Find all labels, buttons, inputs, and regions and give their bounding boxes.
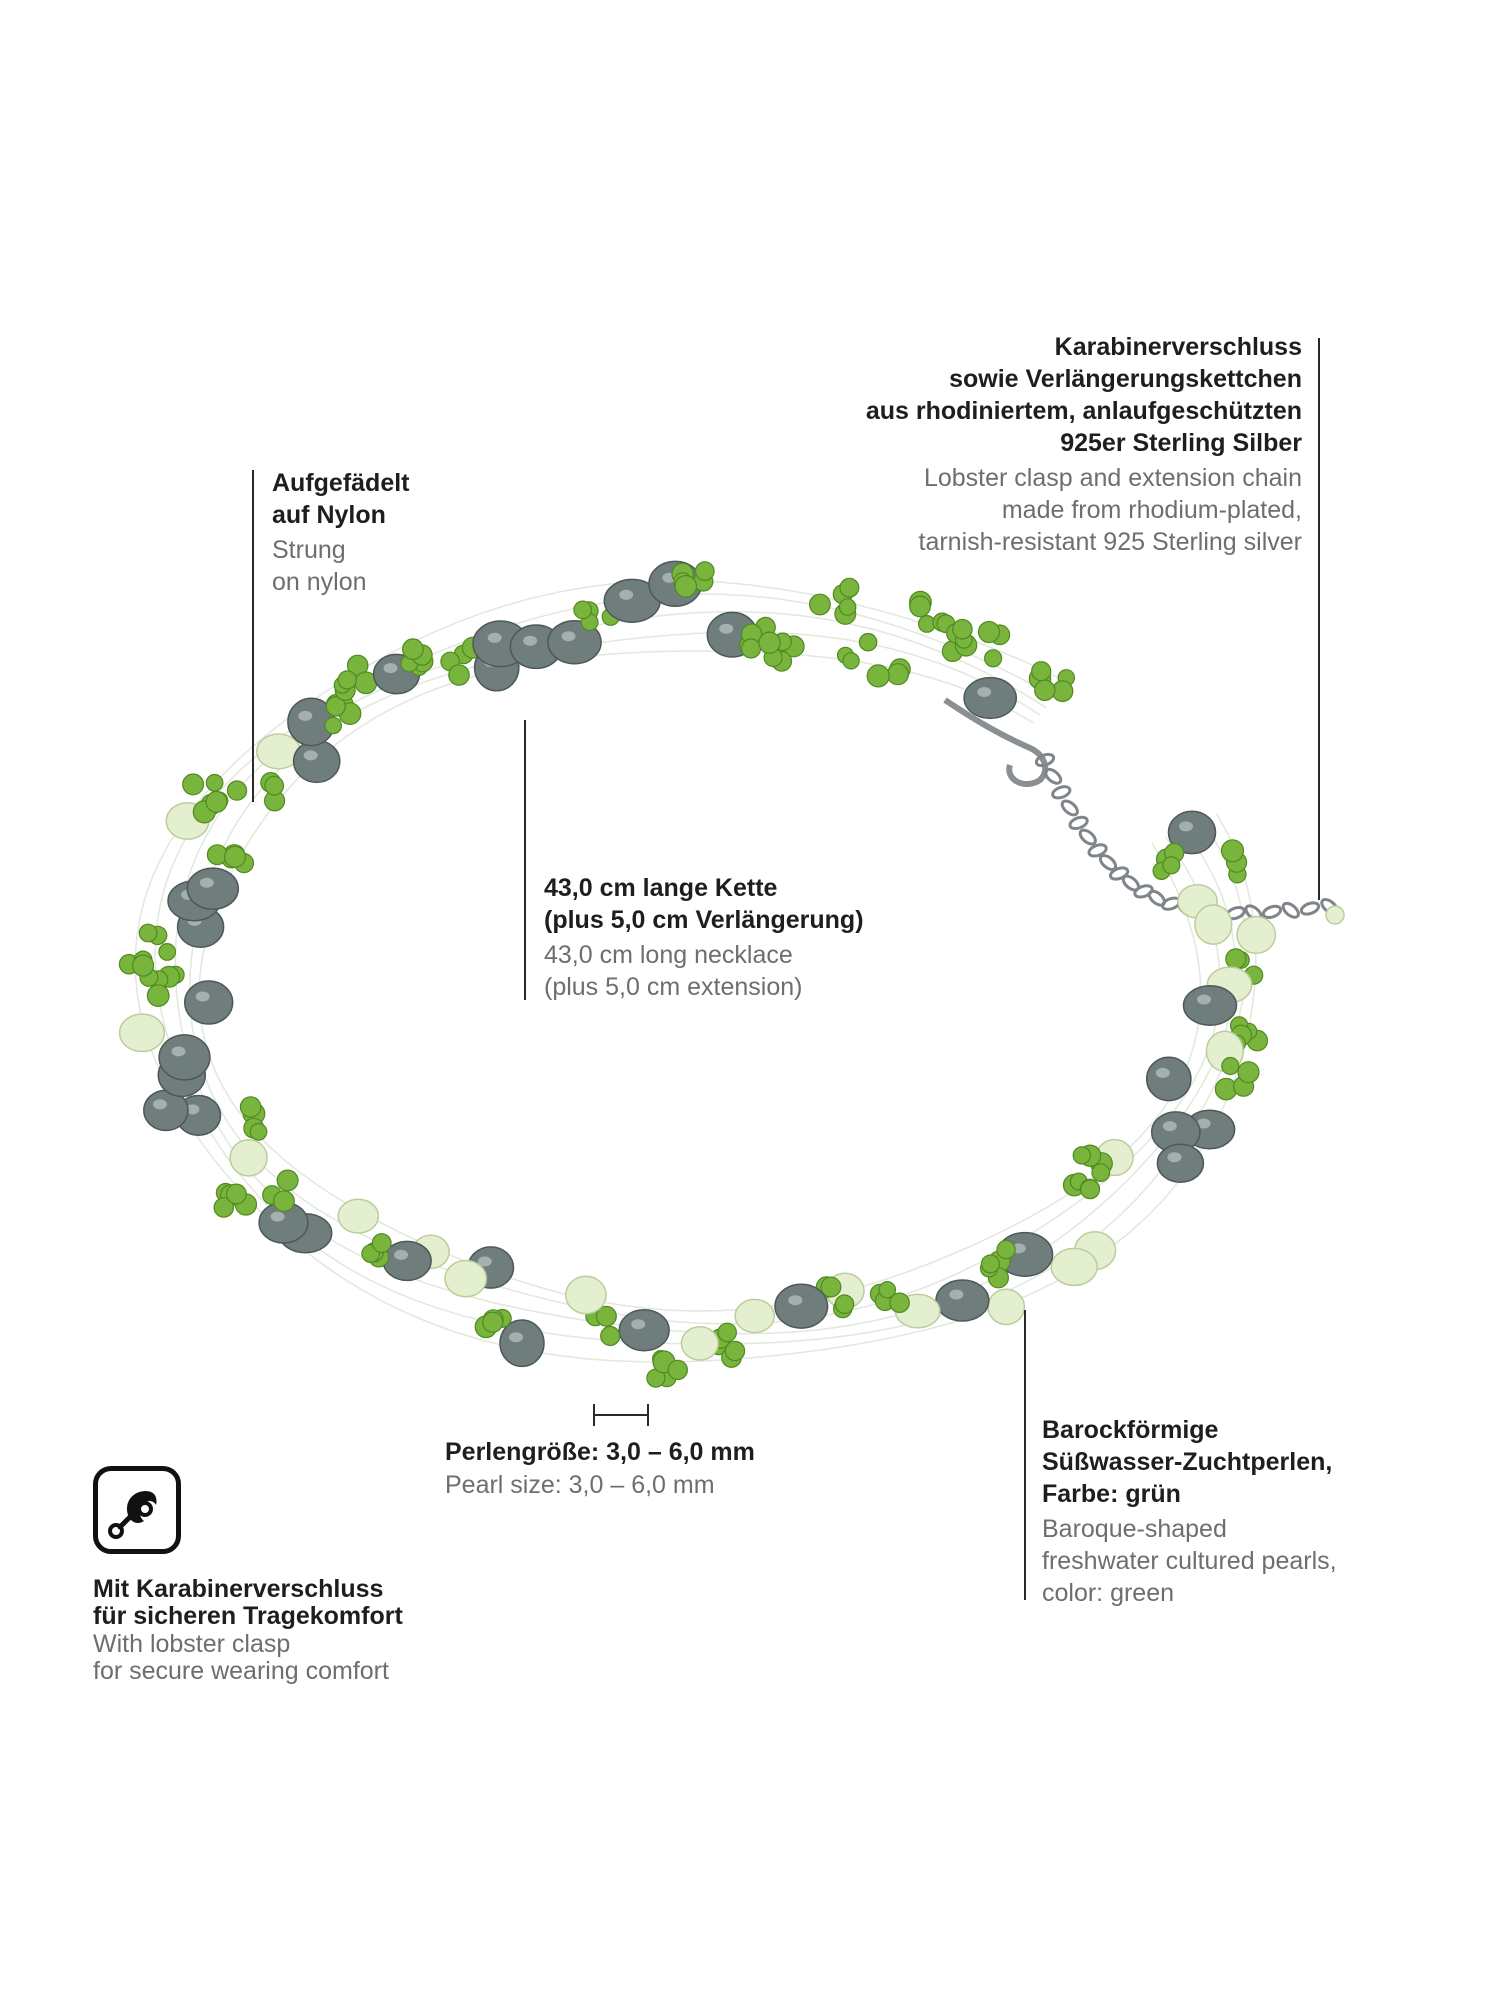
green-bead: [985, 650, 1002, 667]
green-bead: [601, 1327, 620, 1346]
pearl-highlight: [631, 1319, 645, 1329]
green-bead: [147, 985, 169, 1007]
green-bead: [910, 596, 931, 617]
green-bead: [718, 1323, 736, 1341]
pearl-highlight: [298, 711, 312, 721]
pearl-highlight: [153, 1099, 167, 1109]
green-bead: [859, 634, 876, 651]
green-bead: [840, 578, 859, 597]
green-bead: [183, 774, 204, 795]
green-bead: [835, 1295, 853, 1313]
green-bead: [240, 1097, 260, 1117]
green-bead: [810, 594, 831, 615]
green-bead: [277, 1170, 298, 1191]
dark-pearl: [775, 1284, 828, 1328]
green-bead: [159, 944, 176, 961]
light-pearl: [735, 1299, 774, 1332]
pearl-highlight: [1163, 1121, 1177, 1131]
green-bead: [274, 1191, 295, 1212]
green-bead: [325, 717, 341, 733]
dark-pearl: [619, 1310, 669, 1351]
green-bead: [133, 955, 154, 976]
chain-link: [1060, 798, 1080, 817]
pearls-en-line-2: freshwater cultured pearls,: [1042, 1547, 1337, 1575]
green-bead: [1092, 1164, 1110, 1182]
green-bead: [574, 601, 592, 619]
green-bead: [1035, 680, 1055, 700]
clasp-en-line-1: Lobster clasp and extension chain: [923, 464, 1302, 492]
dark-pearl: [500, 1320, 544, 1366]
length-en-line-1: 43,0 cm long necklace: [544, 941, 793, 969]
green-bead: [668, 1360, 687, 1379]
pearl-highlight: [719, 624, 733, 634]
clasp-en-line-3: tarnish-resistant 925 Sterling silver: [918, 528, 1302, 556]
green-bead: [1163, 857, 1180, 874]
pearl-highlight: [1156, 1068, 1170, 1078]
light-pearl: [988, 1289, 1024, 1324]
green-bead: [1073, 1147, 1090, 1164]
nylon-de-line-1: Aufgefädelt: [272, 469, 410, 497]
green-bead: [1081, 1180, 1100, 1199]
green-bead: [953, 620, 972, 639]
light-pearl: [1195, 905, 1232, 944]
pearl-highlight: [304, 750, 318, 760]
length-de-line-2: (plus 5,0 cm Verlängerung): [544, 906, 864, 934]
green-bead: [139, 924, 157, 942]
pearl-highlight: [949, 1290, 963, 1300]
green-bead: [372, 1234, 391, 1253]
green-bead: [338, 671, 356, 689]
pearl-highlight: [1197, 995, 1211, 1005]
light-pearl: [681, 1327, 718, 1360]
green-bead: [227, 781, 246, 800]
green-bead: [742, 639, 761, 658]
chain-link: [1068, 815, 1088, 831]
pearl-highlight: [384, 663, 398, 673]
green-bead: [225, 846, 246, 867]
extension-chain: [945, 700, 1344, 924]
pearl-highlight: [509, 1332, 523, 1342]
green-bead: [265, 776, 284, 795]
pearl-highlight: [977, 687, 991, 697]
pearls-en-line-1: Baroque-shaped: [1042, 1515, 1227, 1543]
green-bead: [206, 792, 227, 813]
pearl-highlight: [394, 1250, 408, 1260]
dark-pearl: [936, 1280, 989, 1321]
feature-en-line-1: With lobster clasp: [93, 1630, 291, 1658]
feature-de-line-2: für sicheren Tragekomfort: [93, 1602, 403, 1630]
green-bead: [890, 1293, 909, 1312]
chain-link: [1262, 904, 1282, 920]
pearl-highlight: [271, 1212, 285, 1222]
green-bead: [1238, 1062, 1259, 1083]
green-bead: [206, 775, 223, 792]
length-de-line-1: 43,0 cm lange Kette: [544, 874, 778, 902]
green-bead: [725, 1341, 744, 1360]
size-measure-bracket: [592, 1400, 650, 1430]
green-bead: [839, 599, 855, 615]
feature-de-line-1: Mit Karabinerverschluss: [93, 1575, 384, 1603]
dark-pearl: [187, 868, 238, 909]
green-bead: [675, 576, 696, 597]
pearls-de-line-2: Süßwasser-Zuchtperlen,: [1042, 1448, 1333, 1476]
pearl-highlight: [172, 1046, 186, 1056]
dark-pearl: [185, 981, 233, 1024]
green-bead: [1226, 949, 1246, 969]
dark-pearl: [159, 1035, 210, 1080]
chain-link: [1300, 901, 1320, 917]
feature-en-line-2: for secure wearing comfort: [93, 1657, 389, 1685]
green-bead: [1032, 662, 1051, 681]
pearl-highlight: [523, 636, 537, 646]
lobster-clasp-icon: [93, 1466, 181, 1554]
pearl-highlight: [619, 590, 633, 600]
chain-link: [1043, 767, 1063, 786]
clasp-de-line-4: 925er Sterling Silber: [1060, 429, 1302, 457]
size-de: Perlengröße: 3,0 – 6,0 mm: [445, 1438, 755, 1466]
green-bead: [887, 664, 908, 685]
pearl-highlight: [1179, 821, 1193, 831]
length-en-line-2: (plus 5,0 cm extension): [544, 973, 803, 1001]
pearl-highlight: [200, 878, 214, 888]
green-bead: [403, 639, 424, 660]
pearls-de-line-1: Barockförmige: [1042, 1416, 1219, 1444]
green-bead: [759, 632, 780, 653]
light-pearl: [566, 1276, 606, 1313]
clasp-de-line-2: sowie Verlängerungskettchen: [949, 365, 1302, 393]
chain-link: [1051, 785, 1071, 801]
dark-pearl: [294, 740, 340, 782]
pearl-highlight: [1167, 1152, 1181, 1162]
chain-end-pearl: [1326, 906, 1344, 924]
chain-link: [1078, 827, 1098, 846]
light-pearl: [120, 1014, 165, 1051]
green-bead: [696, 562, 715, 581]
green-bead: [867, 665, 889, 687]
green-bead: [1222, 1058, 1239, 1075]
pearl-highlight: [562, 631, 576, 641]
dark-pearl: [964, 678, 1016, 719]
pearl-highlight: [196, 992, 210, 1002]
clasp-de-line-1: Karabinerverschluss: [1054, 333, 1302, 361]
light-pearl: [338, 1199, 378, 1233]
green-bead: [1222, 840, 1244, 862]
green-bead: [449, 665, 469, 685]
nylon-en-line-2: on nylon: [272, 568, 367, 596]
nylon-de-line-2: auf Nylon: [272, 501, 386, 529]
dark-pearl: [1157, 1144, 1203, 1182]
dark-pearl: [1184, 986, 1237, 1025]
size-en: Pearl size: 3,0 – 6,0 mm: [445, 1471, 715, 1499]
pearls-de-line-3: Farbe: grün: [1042, 1480, 1181, 1508]
clasp-leader-line: [1318, 338, 1320, 900]
dark-pearl: [1147, 1057, 1191, 1100]
light-pearl: [1051, 1248, 1097, 1285]
green-bead: [483, 1312, 503, 1332]
pearl-highlight: [488, 633, 502, 643]
nylon-leader-line: [252, 470, 254, 802]
green-bead: [997, 1241, 1015, 1259]
clasp-en-line-2: made from rhodium-plated,: [1001, 496, 1302, 524]
pearls-leader-line: [1024, 1310, 1026, 1600]
light-pearl: [230, 1140, 267, 1176]
green-bead: [982, 1255, 1000, 1273]
length-leader-line: [524, 720, 526, 1000]
pearls-en-line-3: color: green: [1042, 1579, 1175, 1607]
light-pearl: [445, 1261, 486, 1297]
green-bead: [979, 622, 1000, 643]
pearl-highlight: [788, 1295, 802, 1305]
clasp-de-line-3: aus rhodiniertem, anlaufgeschützten: [865, 397, 1302, 425]
green-bead: [250, 1124, 267, 1141]
light-pearl: [1237, 917, 1275, 954]
chain-link: [1281, 901, 1301, 920]
green-bead: [843, 653, 859, 669]
green-bead: [227, 1184, 247, 1204]
nylon-en-line-1: Strung: [272, 536, 346, 564]
